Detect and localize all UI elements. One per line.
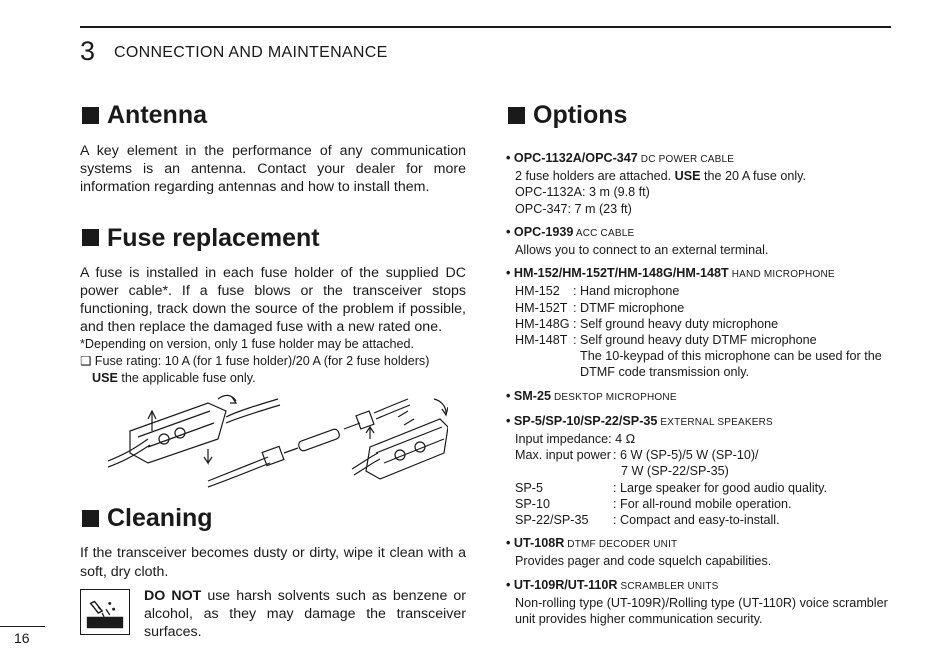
square-bullet-icon xyxy=(82,107,99,124)
header-rule xyxy=(80,26,891,28)
square-bullet-icon xyxy=(82,510,99,527)
option-hand-microphone: • HM-152/HM-152T/HM-148G/HM-148T HAND MICROPHONE HM-152 : Hand microphone HM-152T : DTMF microphone HM-148G : Self ground heavy duty microphone HM-148T : Self ground heavy duty DTMF microphone The 10-keypad of this microphone can be used for the DTMF code transmission only. xyxy=(506,266,882,380)
cleaning-text: If the transceiver becomes dusty or dirty, wipe it clean with a soft, dry cloth. xyxy=(80,545,466,580)
left-column xyxy=(80,96,466,641)
option-sm25: • SM-25 DESKTOP MICROPHONE xyxy=(506,388,677,403)
page-number-rule xyxy=(0,626,45,627)
fuse-heading: Fuse replacement xyxy=(80,219,466,257)
option-speakers: • SP-5/SP-10/SP-22/SP-35 EXTERNAL SPEAKERS Input impedance : 4 Ω Max. input power : 6 W (SP-5)/5 W (SP-10)/ 7 W (SP-22/SP-35) SP-5 : Large speaker for good audio quality. SP-10 : For all-round mobile operation. SP-22/SP-35 : Compact and easy-to-install. xyxy=(506,413,828,528)
antenna-heading: Antenna xyxy=(80,96,466,134)
option-opc1939: • OPC-1939 ACC CABLE Allows you to connect to an external terminal. xyxy=(506,224,769,258)
cleaning-warning xyxy=(80,587,466,642)
right-column xyxy=(506,96,896,634)
chapter-title: CONNECTION AND MAINTENANCE xyxy=(114,44,388,61)
square-bullet-icon xyxy=(508,107,525,124)
chapter-number: 3 xyxy=(80,36,96,66)
cleaning-heading: Cleaning xyxy=(80,499,466,537)
fuse-rating: ❑ Fuse rating: 10 A (for 1 fuse holder)/20 A (for 2 fuse holders) xyxy=(80,354,430,369)
option-opc1132: • OPC-1132A/OPC-347 DC POWER CABLE 2 fuse holders are attached. USE the 20 A fuse only. OPC-1132A: 3 m (9.8 ft) OPC-347: 7 m (23 ft) xyxy=(506,151,807,216)
antenna-text: A key element in the performance of any communication systems is an antenna. Contact your dealer for more information regarding antennas and how to install them. xyxy=(80,143,466,196)
page-number: 16 xyxy=(14,630,30,646)
fuse-use-note: USE the applicable fuse only. xyxy=(92,371,256,386)
fuse-footnote: *Depending on version, only 1 fuse holder may be attached. xyxy=(80,337,414,352)
options-heading: Options xyxy=(506,96,896,134)
square-bullet-icon xyxy=(82,229,99,246)
option-ut108r: • UT-108R DTMF DECODER UNIT Provides pager and code squelch capabilities. xyxy=(506,536,772,569)
fuse-text: A fuse is installed in each fuse holder of the supplied DC power cable*. If a fuse blows or the transceiver stops functioning, track down the source of the problem if possible, and then replace the damaged fuse with a new rated one. xyxy=(80,264,466,336)
option-ut109r: • UT-109R/UT-110R SCRAMBLER UNITS Non-rolling type (UT-109R)/Rolling type (UT-110R) voice scrambler unit provides higher communication security. xyxy=(506,577,888,627)
fuse-replacement-illustration xyxy=(108,391,448,489)
cleaning-warning-text: DO NOT use harsh solvents such as benzene or alcohol, as they may damage the transceiver surfaces. xyxy=(144,587,466,641)
no-solvent-warning-icon xyxy=(80,589,130,635)
